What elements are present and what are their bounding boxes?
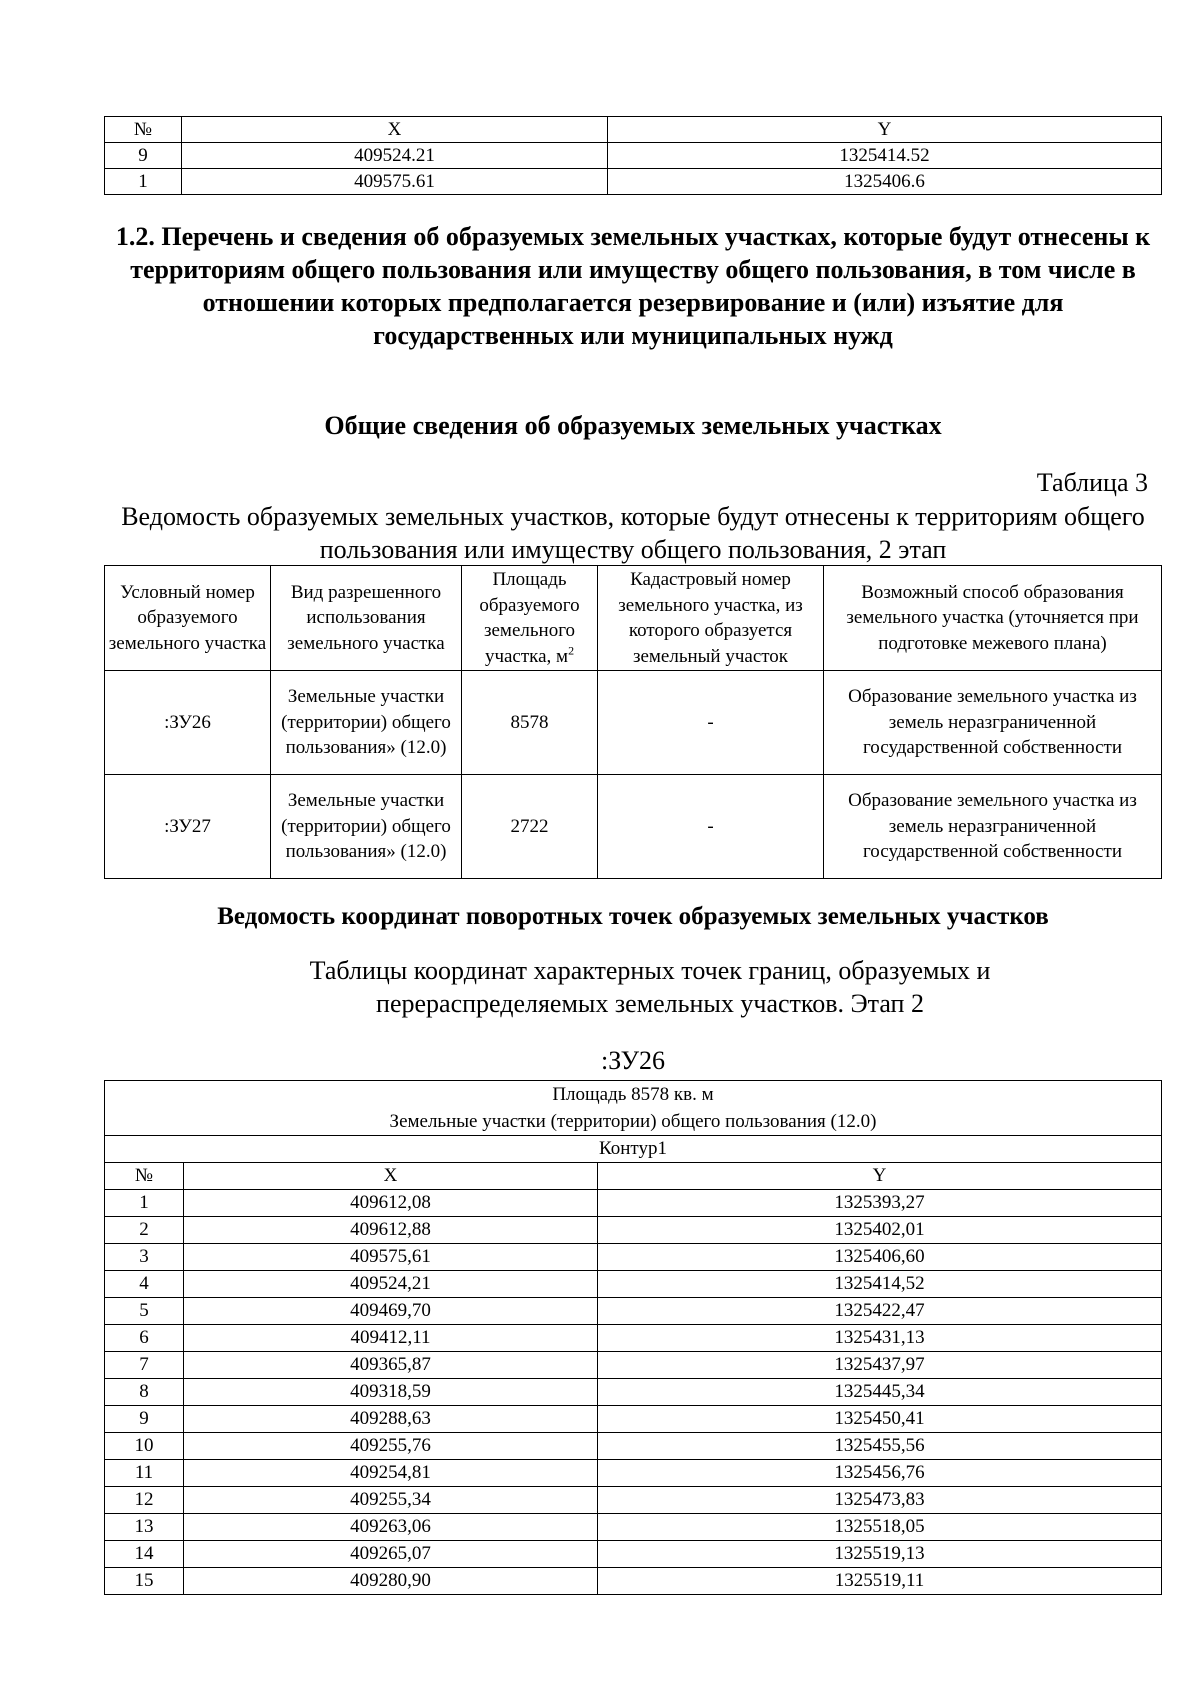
table-row (105, 1298, 1162, 1325)
table-header-row (105, 117, 1162, 143)
coordinates-caption: Таблицы координат характерных точек границ, образуемых и перераспределяемых земельных участков. Этап 2 (309, 956, 991, 1018)
table-cell: - (598, 775, 824, 879)
table-cell: :ЗУ26 (105, 671, 271, 775)
table-row (105, 1244, 1162, 1271)
table-cell: 1325473,83 (598, 1487, 1162, 1514)
table-cell: 11 (105, 1460, 184, 1487)
table-cell: 1 (105, 169, 182, 195)
table-header-row (105, 566, 1162, 671)
column-header-plot-number: Условный номер образуемого земельного участка (105, 566, 271, 671)
table-cell: 409280,90 (184, 1568, 598, 1595)
column-header-y: Y (608, 117, 1162, 143)
section-heading: 1.2. Перечень и сведения об образуемых земельных участках, которые будут отнесены к территориям общего пользования или имуществу общего пользования, в том числе в отношении которых предполагается резервирование и (или) изъятие для государственных или муниципальных нужд (115, 222, 1151, 350)
table-cell: 1325518,05 (598, 1514, 1162, 1541)
table-row (105, 1352, 1162, 1379)
column-header-y: Y (598, 1163, 1162, 1190)
table-cell: 8578 (462, 671, 598, 775)
table-cell: 1325406,60 (598, 1244, 1162, 1271)
column-header-number: № (105, 117, 182, 143)
table-row (105, 1406, 1162, 1433)
column-header-x: X (184, 1163, 598, 1190)
table-cell: 2 (105, 1217, 184, 1244)
column-header-permitted-use: Вид разрешенного использования земельного участка (271, 566, 462, 671)
table-row (105, 1433, 1162, 1460)
table-cell: 1325431,13 (598, 1325, 1162, 1352)
table-cell: Образование земельного участка из земель неразграниченной государственной собственности (824, 775, 1162, 879)
table-cell: 1325445,34 (598, 1379, 1162, 1406)
table-cell: Земельные участки (территории) общего пользования» (12.0) (271, 671, 462, 775)
table-cell: 1325456,76 (598, 1460, 1162, 1487)
table-cell: 9 (105, 143, 182, 169)
table-row (105, 1379, 1162, 1406)
table-label: Таблица 3 (1036, 468, 1148, 497)
table-caption: Ведомость образуемых земельных участков, которые будут отнесены к территориям общего пользования или имуществу общего пользования, 2 этап (121, 502, 1145, 564)
plot-label: :ЗУ26 (600, 1046, 665, 1075)
table-cell: 409469,70 (184, 1298, 598, 1325)
table-header-row (105, 1163, 1162, 1190)
table-cell: 1325422,47 (598, 1298, 1162, 1325)
table-cell: Образование земельного участка из земель неразграниченной государственной собственности (824, 671, 1162, 775)
table-row (105, 1487, 1162, 1514)
table-cell: 9 (105, 1406, 184, 1433)
table-cell: - (598, 671, 824, 775)
plot-coordinates-table (104, 1080, 1162, 1595)
table-cell: 10 (105, 1433, 184, 1460)
table-cell: 409612,88 (184, 1217, 598, 1244)
area-unit-superscript: 2 (568, 643, 575, 658)
coordinates-table-continuation (104, 116, 1162, 195)
table-row (105, 1568, 1162, 1595)
table-cell: 1 (105, 1190, 184, 1217)
table-cell: 409575,61 (184, 1244, 598, 1271)
table-cell: 6 (105, 1325, 184, 1352)
table-cell: 409412,11 (184, 1325, 598, 1352)
table-row (105, 1217, 1162, 1244)
table-cell: :ЗУ27 (105, 775, 271, 879)
column-header-formation-method: Возможный способ образования земельного участка (уточняется при подготовке межевого плана) (824, 566, 1162, 671)
table-cell: 1325393,27 (598, 1190, 1162, 1217)
plot-use: Земельные участки (территории) общего пользования (12.0) (389, 1111, 877, 1132)
table-row (105, 775, 1162, 879)
area-header-text: Площадь образуемого земельного участка, м (479, 569, 580, 667)
table-cell: 7 (105, 1352, 184, 1379)
table-cell: 409288,63 (184, 1406, 598, 1433)
table-cell: 12 (105, 1487, 184, 1514)
table-cell: 409524.21 (182, 143, 608, 169)
table-cell: 409263,06 (184, 1514, 598, 1541)
column-header-cadastral-number: Кадастровый номер земельного участка, из которого образуется земельный участок (598, 566, 824, 671)
plot-area: Площадь 8578 кв. м (552, 1084, 714, 1105)
table-row (105, 1325, 1162, 1352)
table-cell: 409255,34 (184, 1487, 598, 1514)
column-header-x: X (182, 117, 608, 143)
table-cell: 409365,87 (184, 1352, 598, 1379)
plot-info-cell (105, 1081, 1162, 1136)
table-cell: 409524,21 (184, 1271, 598, 1298)
table-cell: 1325414.52 (608, 143, 1162, 169)
table-cell: 14 (105, 1541, 184, 1568)
table-cell: 13 (105, 1514, 184, 1541)
table-row (105, 671, 1162, 775)
general-heading: Общие сведения об образуемых земельных участках (324, 411, 942, 440)
table-row (105, 169, 1162, 195)
table-cell: 8 (105, 1379, 184, 1406)
table-cell: 409612,08 (184, 1190, 598, 1217)
table-cell: 1325437,97 (598, 1352, 1162, 1379)
table-cell: Земельные участки (территории) общего пользования» (12.0) (271, 775, 462, 879)
table-cell: 5 (105, 1298, 184, 1325)
table-row (105, 1460, 1162, 1487)
table-cell: 409318,59 (184, 1379, 598, 1406)
table-cell: 15 (105, 1568, 184, 1595)
table-cell: 409254,81 (184, 1460, 598, 1487)
table-row (105, 143, 1162, 169)
table-cell: 1325414,52 (598, 1271, 1162, 1298)
table-cell: 2722 (462, 775, 598, 879)
table-row (105, 1271, 1162, 1298)
table-cell: 1325406.6 (608, 169, 1162, 195)
table-row (105, 1541, 1162, 1568)
table-row (105, 1190, 1162, 1217)
plot-info-row (105, 1081, 1162, 1136)
land-plots-table (104, 565, 1162, 879)
table-row (105, 1514, 1162, 1541)
column-header-number: № (105, 1163, 184, 1190)
table-cell: 1325455,56 (598, 1433, 1162, 1460)
coordinates-heading: Ведомость координат поворотных точек образуемых земельных участков (217, 903, 1049, 930)
table-cell: 1325519,13 (598, 1541, 1162, 1568)
table-cell: 3 (105, 1244, 184, 1271)
table-cell: 409255,76 (184, 1433, 598, 1460)
contour-row (105, 1136, 1162, 1163)
table-cell: 409575.61 (182, 169, 608, 195)
column-header-area (462, 566, 598, 671)
table-cell: 1325450,41 (598, 1406, 1162, 1433)
table-cell: 4 (105, 1271, 184, 1298)
table-cell: 1325519,11 (598, 1568, 1162, 1595)
table-cell: 409265,07 (184, 1541, 598, 1568)
table-cell: 1325402,01 (598, 1217, 1162, 1244)
contour-name: Контур1 (105, 1136, 1162, 1163)
